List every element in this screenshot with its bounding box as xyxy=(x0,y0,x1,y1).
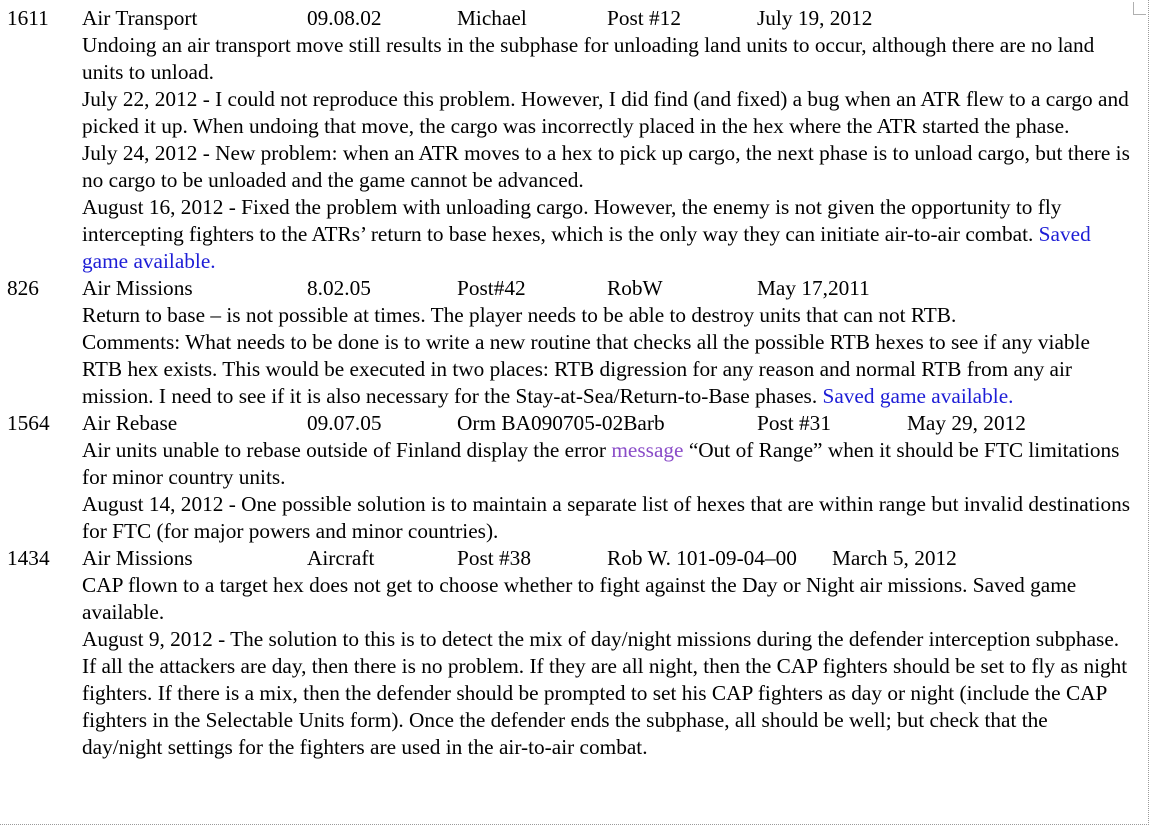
issue-update: August 9, 2012 - The solution to this is to detect the mix of day/night missions during the defender interception subphase. If all the attackers are day, then there is no problem. If they are all night, then the CAP fighters should be set to fly as night fighters. If there is a mix, then the defender should be prompted to set his CAP fighters as day or night (include the CAP fighters in the Selectable Units form). Once the defender ends the subphase, all should be well; but check that the day/night settings for the fighters are used in the air-to-air combat. xyxy=(82,627,1128,759)
issue-reporter: Rob W. 101-09-04–00 xyxy=(607,546,797,570)
issue-reporter: Orm BA090705-02Barb xyxy=(457,411,665,435)
issue-body xyxy=(82,32,1132,275)
issue-description xyxy=(82,437,1132,491)
issue-post: Post #31 xyxy=(757,411,831,435)
issue-date: July 19, 2012 xyxy=(757,6,873,30)
saved-game-link[interactable]: Saved game available. xyxy=(82,222,1091,273)
issue-date: May 17,2011 xyxy=(757,276,870,300)
issue-description-text: Air units unable to rebase outside of Finland display the error xyxy=(82,438,607,462)
issue-comment-text: Comments: What needs to be done is to write a new routine that checks all the possible RTB hexes to see if any viable RTB hex exists. This would be executed in two places: RTB digression for any reason and normal RTB from any air mission. I need to see if it is also necessary for the Stay-at-Sea/Return-to-Base phases. xyxy=(82,330,1090,408)
issue-category: Air Missions xyxy=(82,276,193,300)
issue-id: 1611 xyxy=(7,6,49,30)
issue-body xyxy=(82,437,1132,545)
issue-reporter: Michael xyxy=(457,6,527,30)
issue-id: 826 xyxy=(7,276,39,300)
issue-post: Post#42 xyxy=(457,276,526,300)
issue-description-text: “Out of Range” when it should be FTC limitations for minor country units. xyxy=(82,438,1120,489)
issue-version: 09.08.02 xyxy=(307,6,382,30)
issue-update: August 14, 2012 - One possible solution is to maintain a separate list of hexes that are within range but invalid destinations for FTC (for major powers and minor countries). xyxy=(82,492,1131,543)
issue-category: Air Missions xyxy=(82,546,193,570)
issue-header xyxy=(0,545,1148,572)
issue-date: March 5, 2012 xyxy=(832,546,957,570)
issue-post: Post #12 xyxy=(607,6,681,30)
message-link[interactable]: message xyxy=(611,438,684,462)
issue-version: 09.07.05 xyxy=(307,411,382,435)
issue-entry-1434 xyxy=(0,545,1148,761)
issue-body xyxy=(82,572,1132,761)
issue-update-text: August 16, 2012 - Fixed the problem with unloading cargo. However, the enemy is not given the opportunity to fly intercepting fighters to the ATRs’ return to base hexes, which is the only way they can initiate air-to-air combat. xyxy=(82,195,1062,246)
issue-category: Air Rebase xyxy=(82,411,178,435)
issue-update: July 24, 2012 - New problem: when an ATR moves to a hex to pick up cargo, the next phase is to unload cargo, but there is no cargo to be unloaded and the game cannot be advanced. xyxy=(82,141,1130,192)
issue-update: July 22, 2012 - I could not reproduce this problem. However, I did find (and fixed) a bug when an ATR flew to a cargo and picked it up. When undoing that move, the cargo was incorrectly placed in the hex where the ATR started the phase. xyxy=(82,87,1129,138)
issue-post: Post #38 xyxy=(457,546,531,570)
issue-header xyxy=(0,275,1148,302)
issue-date: May 29, 2012 xyxy=(907,411,1026,435)
issue-update xyxy=(82,194,1132,275)
issue-entry-1564 xyxy=(0,410,1148,545)
issue-reporter: RobW xyxy=(607,276,663,300)
issue-body xyxy=(82,302,1132,410)
issue-version: Aircraft xyxy=(307,546,375,570)
issue-description: CAP flown to a target hex does not get to choose whether to fight against the Day or Night air missions. Saved game available. xyxy=(82,573,1077,624)
issue-description: Return to base – is not possible at times. The player needs to be able to destroy units that can not RTB. xyxy=(82,303,957,327)
saved-game-link[interactable]: Saved game available. xyxy=(822,384,1014,408)
issue-comment xyxy=(82,329,1132,410)
issue-category: Air Transport xyxy=(82,6,198,30)
issue-id: 1564 xyxy=(7,411,50,435)
issue-header xyxy=(0,410,1148,437)
issue-header xyxy=(0,5,1148,32)
issue-entry-826 xyxy=(0,275,1148,410)
issue-id: 1434 xyxy=(7,546,50,570)
issue-description: Undoing an air transport move still results in the subphase for unloading land units to occur, although there are no land units to unload. xyxy=(82,33,1095,84)
issue-entry-1611 xyxy=(0,5,1148,275)
issue-version: 8.02.05 xyxy=(307,276,371,300)
